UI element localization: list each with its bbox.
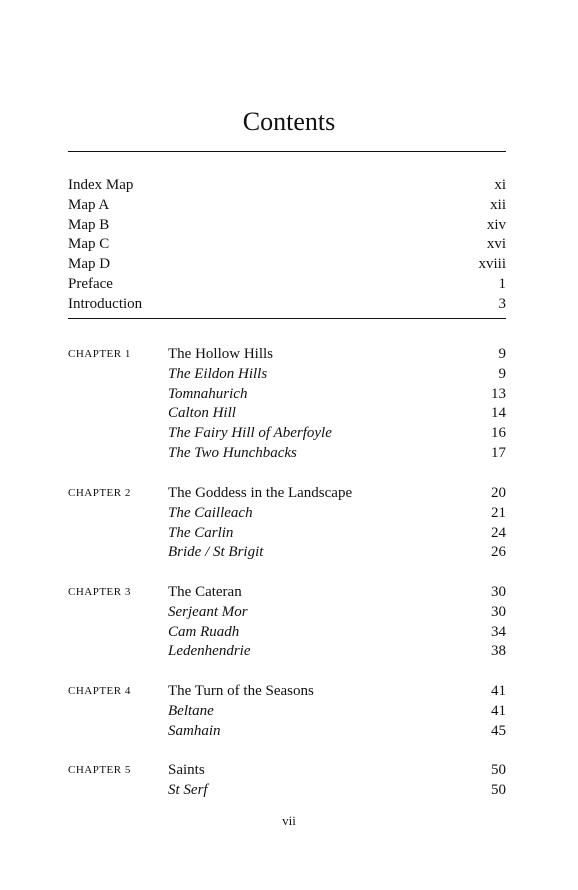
toc-entry[interactable] — [68, 295, 506, 315]
section-entry[interactable] — [168, 504, 506, 524]
title-rule — [68, 151, 506, 152]
section-entry[interactable] — [168, 524, 506, 544]
section-entry[interactable] — [168, 702, 506, 722]
section-title: Serjeant Mor — [168, 603, 248, 620]
chapter-title-entry[interactable] — [168, 583, 506, 603]
toc-entry-label: Map A — [68, 196, 110, 213]
toc-entry[interactable] — [68, 275, 506, 295]
chapter-title-entry[interactable] — [168, 761, 506, 781]
toc-entry[interactable] — [68, 176, 506, 196]
toc-entry-page: xi — [494, 177, 506, 193]
front-matter-list — [68, 176, 506, 315]
section-title: Samhain — [168, 722, 221, 739]
toc-entry-page: 50 — [491, 781, 506, 798]
section-title: Calton Hill — [168, 405, 236, 422]
toc-entry-page: 16 — [491, 425, 506, 442]
toc-entry-page: 21 — [491, 504, 506, 521]
chapter-label: CHAPTER 3 — [68, 586, 131, 598]
toc-entry-label: Preface — [68, 275, 113, 292]
toc-entry-page: 38 — [491, 643, 506, 660]
chapter-title: The Turn of the Seasons — [168, 683, 314, 699]
section-entry[interactable] — [168, 385, 506, 405]
toc-entry-page: 26 — [491, 544, 506, 561]
toc-entry[interactable] — [68, 196, 506, 216]
chapter-title-entry[interactable] — [168, 484, 506, 504]
toc-entry-page: 41 — [491, 702, 506, 719]
chapter-label: CHAPTER 1 — [68, 348, 131, 360]
toc-entry-label: Index Map — [68, 177, 134, 193]
section-entry[interactable] — [168, 623, 506, 643]
toc-entry-page: 45 — [491, 722, 506, 739]
toc-entry-page: 34 — [491, 623, 506, 640]
toc-entry-page: 9 — [498, 346, 506, 362]
section-title: The Fairy Hill of Aberfoyle — [168, 425, 332, 442]
section-entry[interactable] — [168, 404, 506, 424]
section-title: Ledenhendrie — [168, 643, 251, 660]
toc-entry-label: Map C — [68, 236, 110, 253]
section-title: The Two Hunchbacks — [168, 444, 297, 461]
toc-entry-label: Map B — [68, 216, 110, 233]
toc-entry-page: xvi — [486, 236, 506, 253]
toc-entry-page: 20 — [491, 485, 506, 501]
section-title: Beltane — [168, 702, 214, 719]
toc-entry-page: 50 — [491, 762, 506, 778]
section-entry[interactable] — [168, 444, 506, 464]
toc-entry-page: 24 — [491, 524, 506, 541]
toc-entry-page: 9 — [498, 365, 506, 382]
chapter-title-entry[interactable] — [168, 345, 506, 365]
section-entry[interactable] — [168, 543, 506, 563]
toc-entry-page: xiv — [486, 216, 506, 233]
section-title: The Carlin — [168, 524, 234, 541]
toc-entry-page: 17 — [491, 444, 506, 461]
page-title: Contents — [242, 107, 336, 136]
chapter-title: The Cateran — [168, 584, 242, 600]
toc-entry-page: 14 — [491, 405, 506, 422]
section-entry[interactable] — [168, 603, 506, 623]
toc-entry-page: 41 — [491, 683, 506, 699]
section-entry[interactable] — [168, 365, 506, 385]
chapter-label: CHAPTER 5 — [68, 764, 131, 776]
chapter-title: The Goddess in the Landscape — [168, 485, 353, 501]
section-title: Tomnahurich — [168, 385, 248, 402]
toc-entry-page: 3 — [498, 295, 506, 312]
chapter-label: CHAPTER 2 — [68, 487, 131, 499]
section-entry[interactable] — [168, 642, 506, 662]
chapter-title: Saints — [168, 762, 205, 778]
chapter-label: CHAPTER 4 — [68, 685, 131, 697]
toc-entry-page: xviii — [478, 256, 506, 273]
chapter-title-entry[interactable] — [168, 682, 506, 702]
section-title: Bride / St Brigit — [168, 544, 264, 561]
toc-entry[interactable] — [68, 255, 506, 275]
section-title: St Serf — [168, 781, 208, 798]
section-title: Cam Ruadh — [168, 623, 240, 640]
toc-entry-page: 30 — [491, 584, 506, 600]
section-entry[interactable] — [168, 781, 506, 801]
chapter-title: The Hollow Hills — [168, 346, 273, 362]
section-title: The Eildon Hills — [168, 365, 268, 382]
toc-entry-label: Introduction — [68, 295, 143, 312]
section-title: The Cailleach — [168, 504, 253, 521]
section-entry[interactable] — [168, 722, 506, 742]
toc-entry[interactable] — [68, 235, 506, 255]
front-matter-rule — [68, 318, 506, 319]
toc-entry-page: 30 — [491, 603, 506, 620]
toc-entry-label: Map D — [68, 256, 111, 273]
toc-entry-page: 13 — [491, 385, 506, 402]
section-entry[interactable] — [168, 424, 506, 444]
page-number: vii — [282, 813, 296, 828]
toc-entry-page: 1 — [498, 275, 506, 292]
toc-entry[interactable] — [68, 216, 506, 236]
toc-entry-page: xii — [490, 196, 506, 213]
